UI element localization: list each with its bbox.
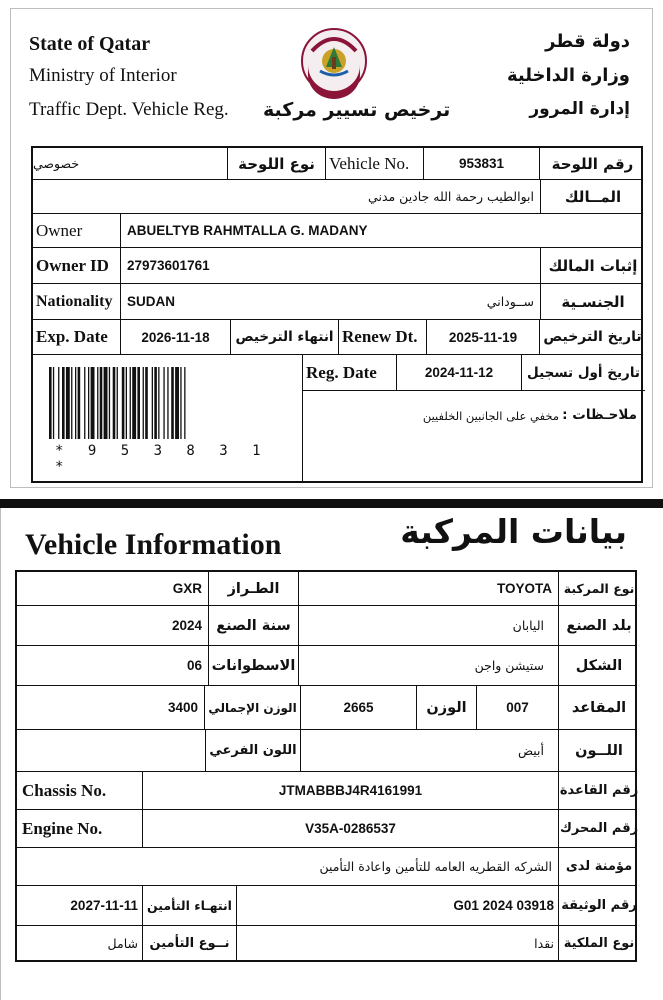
cylinders-label-ar: الاسطوانات bbox=[209, 646, 299, 685]
ins-type-value-ar: شامل bbox=[17, 926, 143, 960]
owner-label: Owner bbox=[33, 214, 121, 247]
shape-value-ar: ستيشن واجن bbox=[299, 646, 559, 685]
renew-value: 2025-11-19 bbox=[427, 320, 540, 354]
gross-weight-label-ar: الوزن الإجمالي bbox=[205, 686, 301, 729]
owner-label-ar: المــالك bbox=[540, 180, 645, 213]
license-date-label-ar: تاريخ الترخيص bbox=[543, 329, 642, 345]
color-label-ar: اللــون bbox=[575, 742, 623, 759]
engine-label: Engine No. bbox=[17, 810, 143, 847]
vehicle-info-title: Vehicle Information bbox=[25, 528, 282, 561]
origin-label-ar: بلد الصنع bbox=[566, 617, 632, 634]
first-reg-label-ar: تاريخ أول تسجيل bbox=[521, 355, 645, 390]
model-label-ar: الطـراز bbox=[209, 572, 299, 605]
cylinders-value: 06 bbox=[17, 646, 209, 685]
insurer-value-ar: الشركه القطريه العامه للتأمين واعادة التأمين bbox=[17, 848, 559, 885]
notes-label-ar: ملاحـظات : bbox=[562, 407, 637, 423]
qatar-emblem-icon bbox=[298, 21, 370, 99]
engine-value: V35A-0286537 bbox=[143, 810, 559, 847]
owner-id-label-ar: إثبات المالك bbox=[540, 248, 645, 283]
ins-type-label-ar: نــوع التأمين bbox=[143, 926, 237, 960]
barcode-area bbox=[33, 355, 303, 481]
origin-value-ar: اليابان bbox=[299, 606, 559, 645]
barcode-text: * 9 5 3 8 3 1 * bbox=[55, 443, 269, 475]
ownership-value-ar: نقدا bbox=[237, 926, 559, 960]
model-value: GXR bbox=[17, 572, 209, 605]
license-title-ar: ترخيص تسيير مركبة bbox=[263, 99, 451, 121]
plate-no-label: رقم اللوحة bbox=[551, 154, 634, 173]
policy-label-ar: رقم الوثيقة bbox=[561, 898, 637, 913]
plate-type-label: نوع اللوحة bbox=[228, 148, 326, 179]
state-en: State of Qatar bbox=[29, 33, 151, 55]
plate-type-value: خصوصي bbox=[33, 148, 228, 179]
year-label-ar: سنة الصنع bbox=[209, 606, 299, 645]
registration-grid bbox=[31, 146, 643, 483]
color-value-ar: أبيض bbox=[301, 730, 559, 771]
nationality-label-ar: الجنسـية bbox=[540, 284, 645, 319]
vehicle-no-label: Vehicle No. bbox=[326, 148, 424, 179]
chassis-label: Chassis No. bbox=[17, 772, 143, 809]
chassis-label-ar: رقم القاعدة bbox=[559, 783, 639, 798]
make-label-ar: نوع المركبة bbox=[563, 581, 635, 596]
chassis-value: JTMABBBJ4R4161991 bbox=[143, 772, 559, 809]
year-value: 2024 bbox=[17, 606, 209, 645]
nationality-label: Nationality bbox=[33, 284, 121, 319]
engine-label-ar: رقم المحرك bbox=[559, 821, 639, 836]
notes-value-ar: مخفي على الجانبين الخلفيين bbox=[422, 409, 559, 423]
reg-date-value: 2024-11-12 bbox=[424, 365, 494, 380]
traffic-dept-en: Traffic Dept. Vehicle Reg. bbox=[29, 99, 229, 120]
owner-name-ar: ابوالطيب رحمة الله جادين مدني bbox=[368, 189, 534, 204]
exp-date-label-ar: انتهاء الترخيص bbox=[231, 320, 339, 354]
weight-label-ar: الوزن bbox=[417, 686, 477, 729]
traffic-dept-ar: إدارة المرور bbox=[529, 99, 630, 119]
shape-label-ar: الشكل bbox=[575, 657, 623, 674]
reg-date-label: Reg. Date bbox=[303, 355, 397, 390]
weight-value: 2665 bbox=[301, 686, 417, 729]
ins-expiry-label-ar: انتهـاء التأمين bbox=[143, 886, 237, 925]
registration-card bbox=[10, 8, 653, 488]
barcode-icon bbox=[47, 367, 287, 439]
ministry-en: Ministry of Interior bbox=[29, 65, 177, 86]
vehicle-info-title-ar: بيانات المركبة bbox=[400, 512, 627, 551]
ins-expiry-value: 2027-11-11 bbox=[17, 886, 143, 925]
make-value: TOYOTA bbox=[299, 572, 559, 605]
exp-date-label: Exp. Date bbox=[33, 320, 121, 354]
sub-color-value bbox=[17, 730, 205, 771]
policy-value: G01 2024 03918 bbox=[237, 886, 559, 925]
owner-id-value: 27973601761 bbox=[127, 258, 210, 273]
vehicle-no-value: 953831 bbox=[424, 148, 540, 179]
owner-value: ABUELTYB RAHMTALLA G. MADANY bbox=[127, 223, 368, 238]
ministry-ar: وزارة الداخلية bbox=[506, 65, 630, 86]
gross-weight-value: 3400 bbox=[17, 686, 205, 729]
insurer-label-ar: مؤمنة لدى bbox=[565, 859, 633, 874]
seats-value: 007 bbox=[477, 686, 559, 729]
exp-date-value: 2026-11-18 bbox=[121, 320, 231, 354]
seats-label-ar: المقاعد bbox=[571, 699, 627, 716]
card-divider bbox=[0, 499, 663, 508]
vehicle-info-card bbox=[0, 508, 663, 1000]
owner-id-label: Owner ID bbox=[33, 248, 121, 283]
sub-color-label-ar: اللون الفرعي bbox=[205, 730, 301, 771]
nationality-value: SUDAN bbox=[127, 294, 176, 309]
renew-label: Renew Dt. bbox=[339, 320, 427, 354]
ownership-label-ar: نوع الملكية bbox=[563, 935, 635, 951]
vehicle-grid bbox=[15, 570, 637, 962]
state-ar: دولة قطر bbox=[545, 31, 630, 52]
nationality-value-ar: ســوداني bbox=[486, 294, 534, 309]
